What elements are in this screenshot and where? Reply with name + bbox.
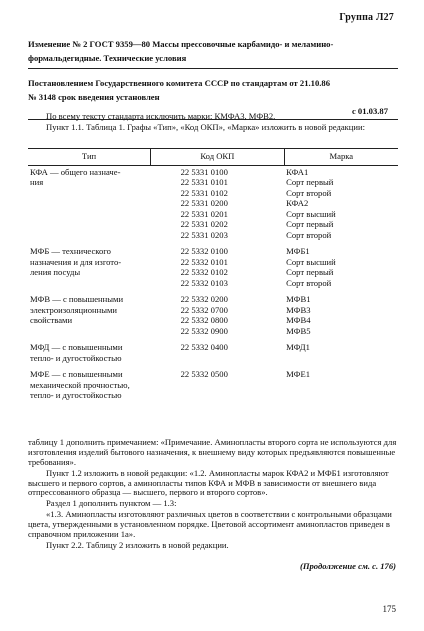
okp-code: 22 5332 0500 (180, 369, 228, 380)
okp-code: 22 5331 0203 (180, 229, 228, 240)
type-line: электроизоляционными (30, 304, 118, 315)
mark-value: МФД1 (286, 342, 310, 353)
type-line: МФБ — технического (30, 246, 111, 257)
mark-cell (284, 165, 398, 241)
header-divider (28, 68, 398, 69)
grades-table (28, 148, 398, 402)
header-line-3: Постановлением Государственного комитета СССР по стандартам от 21.10.86 (28, 77, 331, 88)
okp-cell (151, 245, 285, 289)
type-line: тепло- и дугостойкостью (30, 352, 122, 363)
mark-value: Сорт первый (286, 219, 334, 230)
okp-code: 22 5332 0200 (180, 294, 228, 305)
mark-cell (284, 341, 398, 364)
table-body (28, 165, 398, 402)
table-header-row (28, 149, 398, 166)
mark-value: МФВ4 (286, 315, 311, 326)
type-line: МФЕ — с повышенными (30, 369, 123, 380)
header-line-4-left: № 3148 срок введения установлен (28, 91, 160, 102)
page-number: 175 (382, 604, 396, 614)
mark-value: МФЕ1 (286, 369, 311, 380)
okp-code: 22 5331 0102 (180, 187, 228, 198)
mark-cell (284, 245, 398, 289)
okp-code: 22 5331 0101 (180, 177, 228, 188)
mark-value: МФВ5 (286, 325, 311, 336)
type-line: ния (30, 177, 44, 188)
table-row (28, 368, 398, 402)
type-cell (28, 245, 151, 289)
type-cell (28, 165, 151, 241)
continued-note: (Продолжение см. с. 176) (299, 561, 396, 571)
mark-value: МФВ3 (286, 304, 311, 315)
footer-paragraph-4: «1.3. Аминопласты изготовляют различных цветов в соответствии с контрольными образцами цвета, утвержденными в установленном порядке. Цветовой ассортимент аминопластов приведен в справочном приложении 1а». (28, 509, 392, 539)
column-header-okp: Код ОКП (151, 149, 285, 166)
okp-code: 22 5332 0700 (180, 304, 228, 315)
mark-value: Сорт второй (286, 187, 332, 198)
okp-code: 22 5331 0201 (180, 208, 228, 219)
footer-paragraph-5: Пункт 2.2. Таблицу 2 изложить в новой редакции. (46, 539, 229, 550)
type-line: свойствами (30, 315, 73, 326)
okp-code: 22 5332 0900 (180, 325, 228, 336)
header-line-2: формальдегидные. Технические условия (28, 52, 187, 63)
footer-paragraph-3: Раздел 1 дополнить пунктом — 1.3: (46, 498, 177, 509)
mark-value: Сорт первый (286, 267, 334, 278)
type-line: МФД — с повышенными (30, 342, 123, 353)
okp-cell (151, 341, 285, 364)
intro-text (28, 112, 400, 134)
type-cell (28, 368, 151, 402)
column-header-mark: Марка (284, 149, 398, 166)
mark-value: МФВ1 (286, 294, 311, 305)
header-line-4 (28, 93, 398, 103)
okp-code: 22 5331 0200 (180, 198, 228, 209)
mark-cell (284, 293, 398, 337)
mark-value: КФА1 (286, 166, 309, 177)
okp-code: 22 5332 0400 (180, 342, 228, 353)
mark-value: КФА2 (286, 198, 309, 209)
mark-value: Сорт первый (286, 177, 334, 188)
table-row (28, 293, 398, 337)
okp-code: 22 5332 0101 (180, 256, 228, 267)
okp-code: 22 5331 0202 (180, 219, 228, 230)
type-cell (28, 341, 151, 364)
mark-value: Сорт второй (286, 229, 332, 240)
mark-value: МФБ1 (286, 246, 310, 257)
column-header-type: Тип (28, 149, 151, 166)
okp-code: 22 5332 0103 (180, 277, 228, 288)
footer-paragraph-2: Пункт 1.2 изложить в новой редакции: «1.2. Аминопласты марок КФА2 и МФБ1 изготовляют высшего и первого сортов, а аминопласты типов КФА и МФВ в зависимости от внешнего вида отпрессованного образца — высшего, первого и второго сортов». (28, 467, 389, 498)
table-row (28, 165, 398, 241)
okp-cell (151, 293, 285, 337)
type-line: МФВ — с повышенными (30, 294, 124, 305)
type-line: тепло- и дугостойкостью (30, 390, 122, 401)
mark-value: Сорт высший (286, 256, 336, 267)
type-line: механической прочностью, (30, 379, 130, 390)
table-row (28, 341, 398, 364)
okp-cell (151, 368, 285, 402)
footer-text (28, 438, 398, 552)
type-line: назначения и для изгото- (30, 256, 122, 267)
type-line: КФА — общего назначе- (30, 166, 121, 177)
okp-code: 22 5332 0100 (180, 246, 228, 257)
header-line-1: Изменение № 2 ГОСТ 9359—80 Массы прессовочные карбамидо- и меламино- (28, 39, 334, 49)
okp-code: 22 5331 0100 (180, 166, 228, 177)
table-row (28, 245, 398, 289)
intro-paragraph-1: По всему тексту стандарта исключить марки: КМФА3, МФВ2. (46, 111, 276, 121)
group-label: Группа Л27 (339, 12, 394, 23)
okp-code: 22 5332 0102 (180, 267, 228, 278)
type-cell (28, 293, 151, 337)
intro-paragraph-2: Пункт 1.1. Таблица 1. Графы «Тип», «Код ОКП», «Марка» изложить в новой редакции: (46, 121, 365, 132)
mark-value: Сорт высший (286, 208, 336, 219)
type-line: ления посуды (30, 267, 81, 278)
mark-cell (284, 368, 398, 402)
effective-date: с 01.03.87 (351, 105, 388, 116)
mark-value: Сорт второй (286, 277, 332, 288)
okp-cell (151, 165, 285, 241)
footer-paragraph-1: таблицу 1 дополнить примечанием: «Примечание. Аминопласты второго сорта не используются для изготовления изделий бытового назначения, к внешнему виду которых предъявляются повышенные требования». (28, 437, 397, 467)
okp-code: 22 5332 0800 (180, 315, 228, 326)
